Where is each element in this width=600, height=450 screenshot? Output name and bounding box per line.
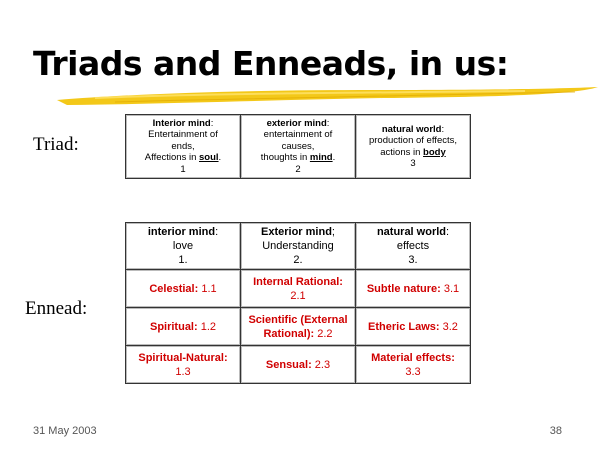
slide-title: Triads and Enneads, in us: (33, 44, 509, 83)
triad-heading: exterior mind (266, 117, 327, 129)
ennead-cell-1-2: Spiritual: 1.2 (126, 308, 241, 346)
ennead-cell-3-2: Etheric Laws: 3.2 (356, 308, 471, 346)
ennead-header-interior: interior mind: love 1. (126, 223, 241, 270)
ennead-header-natural: natural world: effects 3. (356, 223, 471, 270)
ennead-cell-3-3: Material effects: 3.3 (356, 346, 471, 384)
ennead-label: Ennead: (25, 298, 88, 319)
triad-number: 2 (295, 163, 301, 175)
ennead-cell-1-1: Celestial: 1.1 (126, 270, 241, 308)
triad-cell-exterior: exterior mind: entertainment of causes, thoughts in mind. 2 (241, 115, 356, 179)
ennead-table (125, 222, 471, 384)
triad-table (125, 114, 471, 179)
ennead-cell-2-2: Scientific (External Rational): 2.2 (241, 308, 356, 346)
triad-number: 1 (180, 163, 186, 175)
ennead-cell-1-3: Spiritual-Natural: 1.3 (126, 346, 241, 384)
ennead-cell-2-1: Internal Rational: 2.1 (241, 270, 356, 308)
ennead-header-exterior: Exterior mind; Understanding 2. (241, 223, 356, 270)
footer-page-number: 38 (549, 425, 562, 437)
footer-date: 31 May 2003 (33, 425, 97, 437)
brush-stroke-underline (55, 84, 600, 108)
triad-label: Triad: (33, 134, 79, 155)
triad-heading: Interior mind (152, 117, 211, 129)
triad-heading: natural world (381, 123, 442, 135)
ennead-cell-2-3: Sensual: 2.3 (241, 346, 356, 384)
triad-cell-natural: natural world: production of effects, actions in body 3 (356, 115, 471, 179)
ennead-cell-3-1: Subtle nature: 3.1 (356, 270, 471, 308)
triad-cell-interior: Interior mind: Entertainment of ends, Affections in soul. 1 (126, 115, 241, 179)
triad-number: 3 (410, 158, 416, 169)
